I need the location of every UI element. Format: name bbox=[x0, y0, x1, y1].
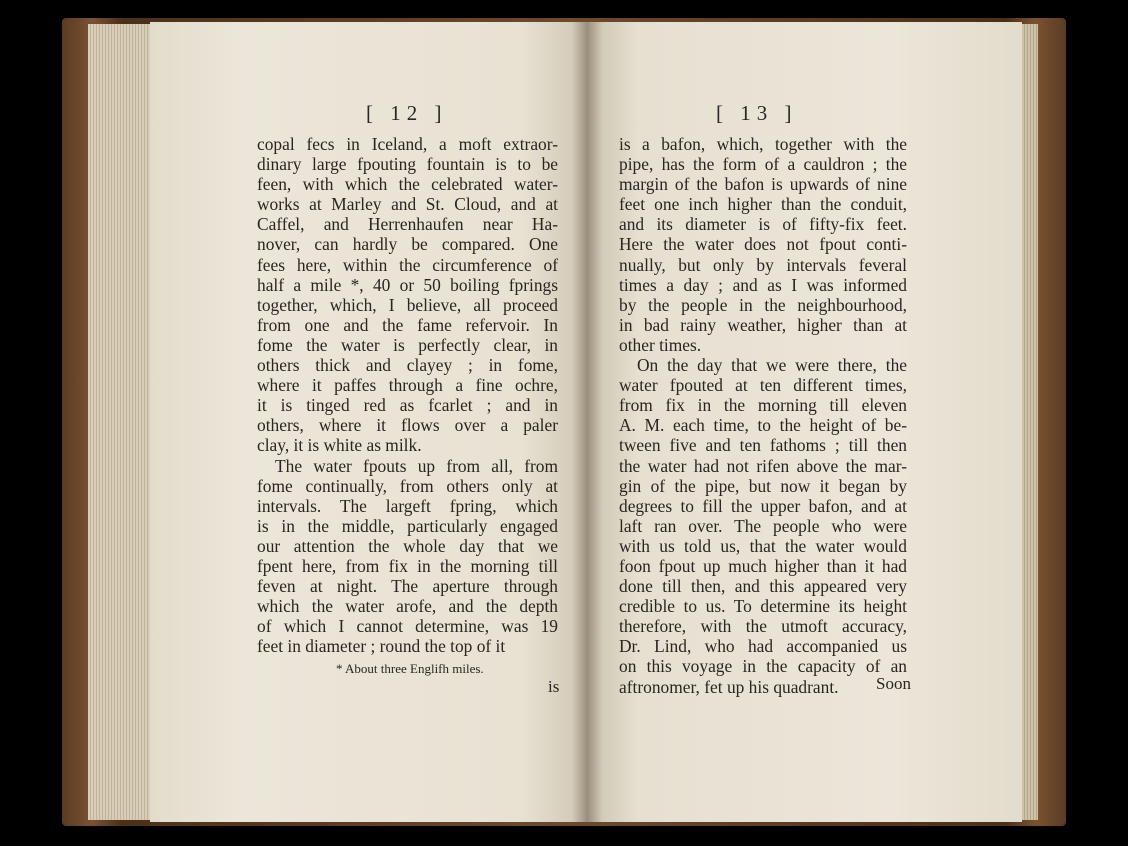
text-line: pipe, has the form of a cauldron ; the bbox=[619, 154, 907, 175]
text-line: feven at night. The aperture through bbox=[257, 576, 558, 597]
text-line: foon fpout up much higher than it had bbox=[619, 555, 907, 576]
text-line: the water had not rifen above the mar- bbox=[619, 455, 907, 476]
text-line: fees here, within the circumference of bbox=[257, 254, 558, 275]
text-line: The water fpouts up from all, from bbox=[275, 455, 558, 476]
text-line: times a day ; and as I was informed bbox=[619, 274, 907, 295]
text-line: with us told us, that the water would bbox=[619, 535, 907, 556]
text-line: others thick and clayey ; in fome, bbox=[257, 355, 558, 376]
text-line: nover, can hardly be compared. One bbox=[257, 234, 558, 255]
text-line: Caffel, and Herrenhaufen near Ha- bbox=[257, 214, 558, 235]
text-line: our attention the whole day that we bbox=[257, 535, 558, 556]
text-line: and its diameter is of fifty-fix feet. bbox=[619, 214, 907, 235]
text-line: in bad rainy weather, higher than at bbox=[619, 314, 907, 335]
text-line: it is tinged red as fcarlet ; and in bbox=[257, 395, 558, 416]
text-line: laft ran over. The people who were bbox=[619, 515, 907, 536]
footnote: * About three Englifh miles. bbox=[336, 661, 484, 676]
left-page-number: [ 12 ] bbox=[366, 101, 448, 125]
text-line: is in the middle, particularly engaged bbox=[257, 515, 558, 536]
text-line: On the day that we were there, the bbox=[637, 355, 907, 376]
text-line: A. M. each time, to the height of be- bbox=[619, 415, 907, 436]
text-line: from one and the fame refervoir. In bbox=[257, 314, 558, 335]
text-line: dinary large fpouting fountain is to be bbox=[257, 154, 558, 175]
text-line: from fix in the morning till eleven bbox=[619, 395, 907, 416]
text-line: Dr. Lind, who had accompanied us bbox=[619, 636, 907, 657]
text-line: fome continually, from others only at bbox=[257, 475, 558, 496]
right-page-number: [ 13 ] bbox=[716, 101, 798, 125]
text-line: where it paffes through a fine ochre, bbox=[257, 375, 558, 396]
text-line: Here the water does not fpout conti- bbox=[619, 234, 907, 255]
text-line: of which I cannot determine, was 19 bbox=[257, 616, 558, 637]
text-line: credible to us. To determine its height bbox=[619, 596, 907, 617]
text-line: water fpouted at ten different times, bbox=[619, 375, 907, 396]
right-page-text bbox=[619, 134, 907, 697]
text-line: other times. bbox=[619, 334, 702, 355]
right-catchword: Soon bbox=[876, 674, 911, 693]
text-line: which the water arofe, and the depth bbox=[257, 596, 558, 617]
text-line: fpent here, from fix in the morning till bbox=[257, 555, 558, 576]
book-gutter bbox=[572, 22, 602, 822]
text-line: intervals. The largeft fpring, which bbox=[257, 495, 558, 516]
text-line: on this voyage in the capacity of an bbox=[619, 656, 907, 677]
text-line: copal fecs in Iceland, a moft extraor- bbox=[257, 134, 558, 154]
text-line: others, where it flows over a paler bbox=[257, 415, 558, 436]
text-line: tween five and ten fathoms ; till then bbox=[619, 435, 907, 456]
text-line: together, which, I believe, all proceed bbox=[257, 294, 558, 315]
text-line: gin of the pipe, but now it began by bbox=[619, 475, 907, 496]
text-line: feet one inch higher than the conduit, bbox=[619, 194, 907, 215]
text-line: done till then, and this appeared very bbox=[619, 576, 907, 597]
text-line: works at Marley and St. Cloud, and at bbox=[257, 194, 558, 215]
text-line: fome the water is perfectly clear, in bbox=[257, 334, 558, 355]
text-line: feen, with which the celebrated water- bbox=[257, 174, 558, 195]
text-line: is a bafon, which, together with the bbox=[619, 134, 907, 154]
text-line: nually, but only by intervals feveral bbox=[619, 254, 907, 275]
text-line: margin of the bafon is upwards of nine bbox=[619, 174, 907, 195]
left-catchword: is bbox=[548, 677, 560, 696]
text-line: clay, it is white as milk. bbox=[257, 435, 422, 456]
text-line: feet in diameter ; round the top of it bbox=[257, 636, 506, 657]
page-edges-left bbox=[88, 24, 158, 820]
text-line: by the people in the neighbourhood, bbox=[619, 294, 907, 315]
left-page-text bbox=[257, 134, 558, 656]
text-line: degrees to fill the upper bafon, and at bbox=[619, 495, 907, 516]
text-line: half a mile *, 40 or 50 boiling fprings bbox=[257, 274, 558, 295]
text-line: therefore, with the utmoft accuracy, bbox=[619, 616, 907, 637]
text-line: aftronomer, fet up his quadrant. bbox=[619, 676, 839, 697]
